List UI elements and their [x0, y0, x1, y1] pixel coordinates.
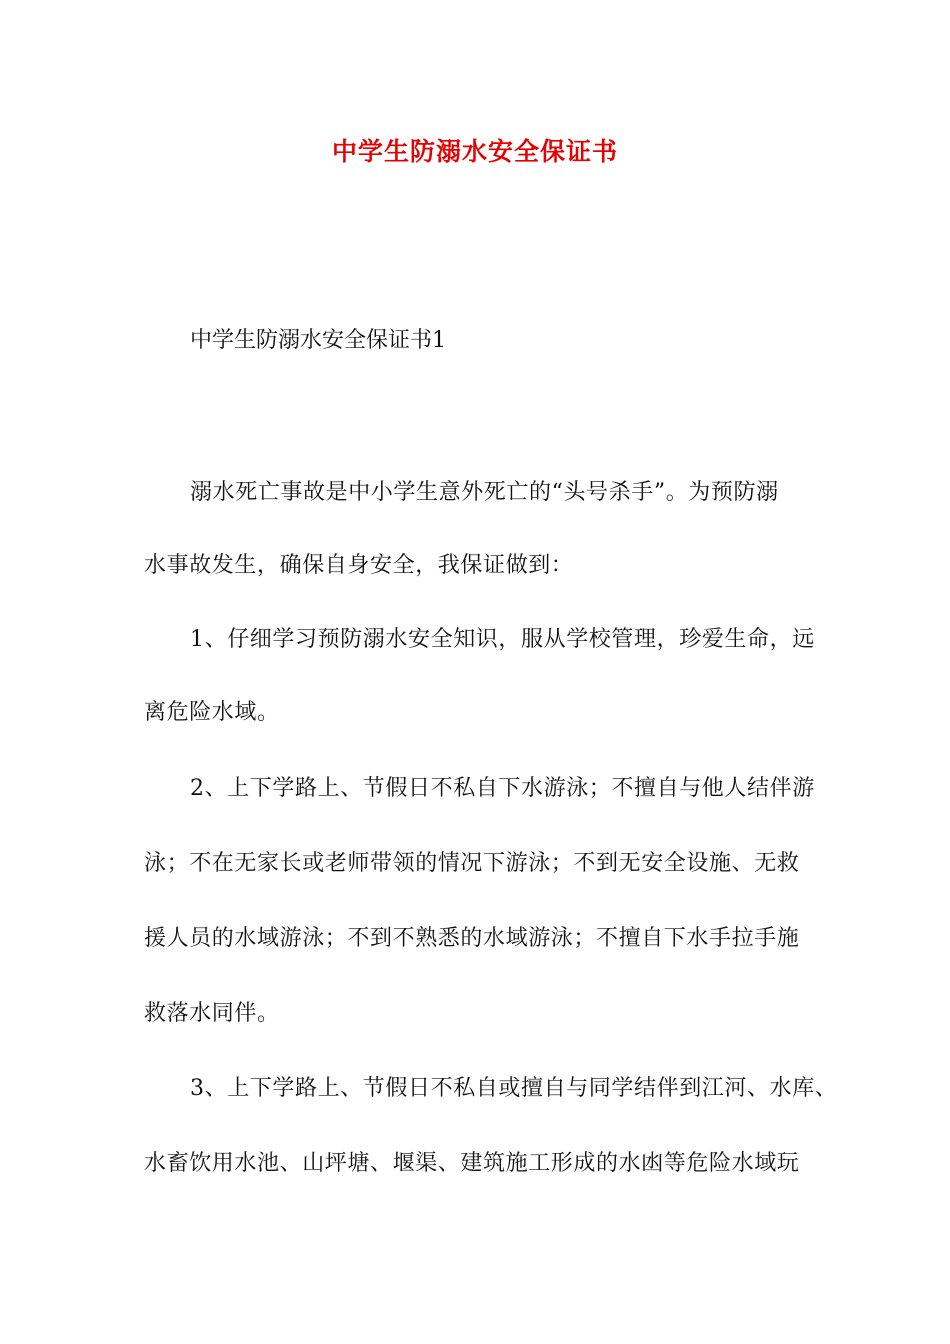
paragraph-line: 泳；不在无家长或老师带领的情况下游泳；不到无安全设施、无救 — [144, 851, 800, 876]
paragraph-line: 援人员的水域游泳；不到不熟悉的水域游泳；不擅自下水手拉手施 — [144, 926, 800, 951]
document-title: 中学生防溺水安全保证书 — [331, 137, 618, 166]
document-subtitle: 中学生防溺水安全保证书1 — [190, 328, 446, 353]
paragraph-line: 离危险水域。 — [144, 700, 280, 725]
paragraph-line: 水事故发生，确保自身安全，我保证做到： — [144, 553, 574, 578]
paragraph-line: 救落水同伴。 — [144, 1001, 280, 1026]
paragraph-line: 1、仔细学习预防溺水安全知识，服从学校管理，珍爱生命，远 — [190, 627, 815, 652]
paragraph-line: 水畜饮用水池、山坪塘、堰渠、建筑施工形成的水凼等危险水域玩 — [144, 1151, 800, 1176]
paragraph-line: 溺水死亡事故是中小学生意外死亡的“头号杀手”。为预防溺 — [190, 480, 779, 505]
paragraph-line: 2、上下学路上、节假日不私自下水游泳；不擅自与他人结伴游 — [190, 776, 815, 801]
paragraph-line: 3、上下学路上、节假日不私自或擅自与同学结伴到江河、水库、 — [190, 1076, 838, 1101]
